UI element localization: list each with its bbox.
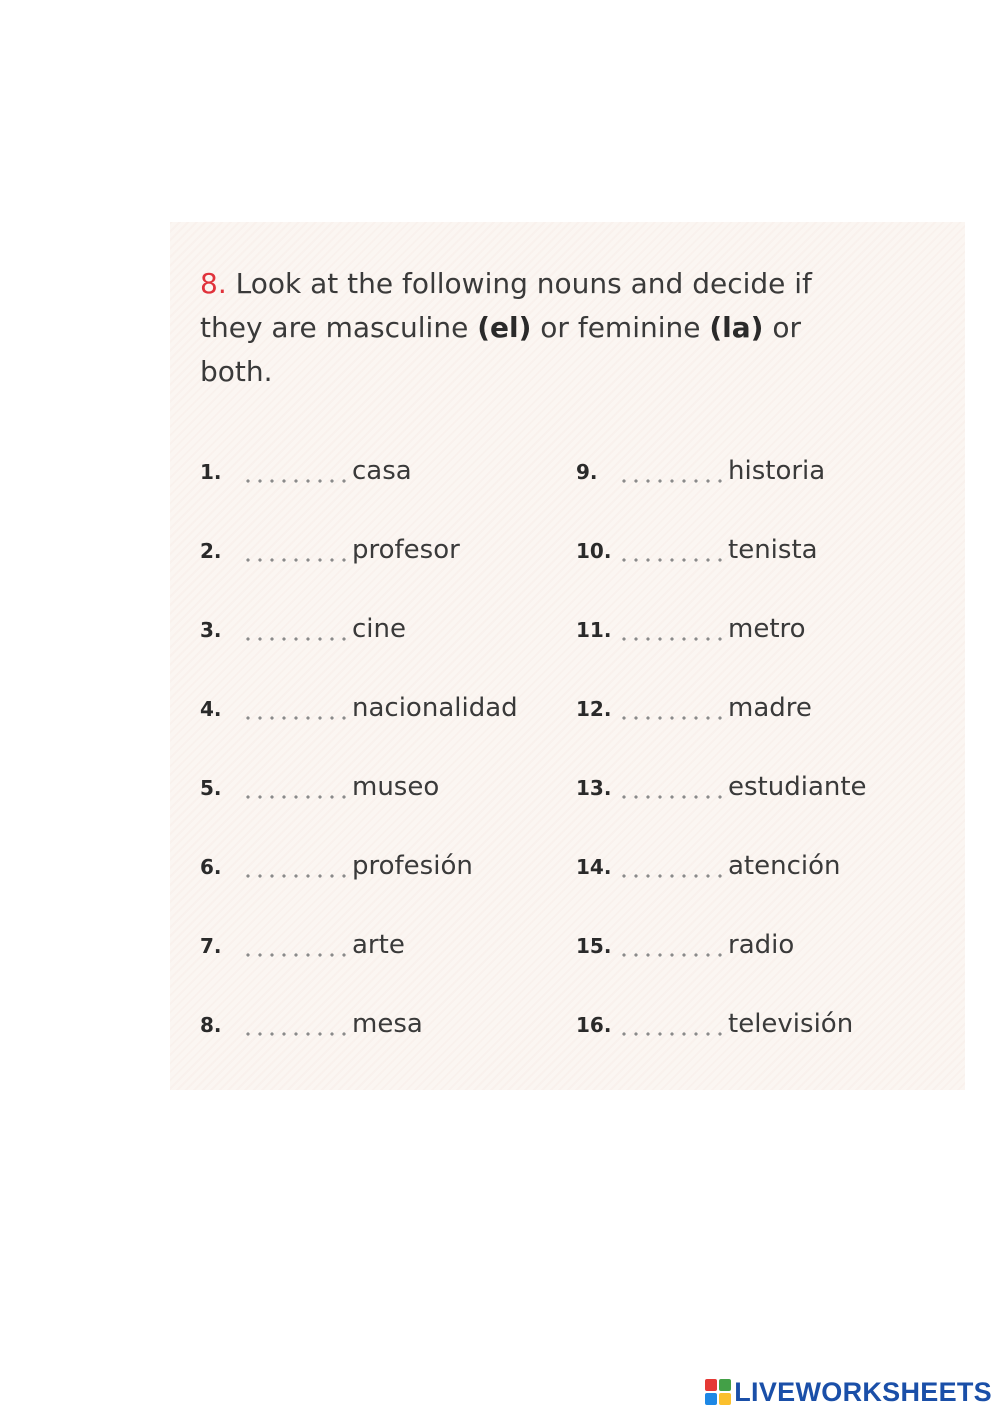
noun-word: tenista: [728, 535, 818, 565]
answer-blank[interactable]: [618, 479, 726, 483]
item-number: 6.: [200, 855, 222, 879]
answer-blank[interactable]: [618, 716, 726, 720]
item-number: 13.: [576, 776, 612, 800]
item-number: 15.: [576, 934, 612, 958]
item-number: 5.: [200, 776, 222, 800]
answer-blank[interactable]: [618, 874, 726, 878]
item-number: 7.: [200, 934, 222, 958]
answer-blank[interactable]: [242, 1032, 350, 1036]
answer-blank[interactable]: [618, 795, 726, 799]
instruction-text-b: or feminine: [531, 311, 710, 344]
answer-blank[interactable]: [242, 716, 350, 720]
item-number: 4.: [200, 697, 222, 721]
answer-blank[interactable]: [242, 953, 350, 957]
noun-item-4: [200, 690, 518, 726]
noun-item-12: [576, 690, 812, 726]
noun-word: nacionalidad: [352, 693, 518, 723]
answer-blank[interactable]: [242, 637, 350, 641]
liveworksheets-logo-icon: [705, 1379, 731, 1405]
answer-blank[interactable]: [242, 874, 350, 878]
item-number: 12.: [576, 697, 612, 721]
answer-blank[interactable]: [242, 479, 350, 483]
liveworksheets-footer: [705, 1374, 992, 1410]
noun-word: casa: [352, 456, 412, 486]
exercise-instruction: [200, 262, 880, 394]
noun-word: madre: [728, 693, 812, 723]
noun-word: profesión: [352, 851, 473, 881]
noun-word: atención: [728, 851, 841, 881]
noun-item-11: [576, 611, 806, 647]
noun-item-2: [200, 532, 460, 568]
item-number: 8.: [200, 1013, 222, 1037]
logo-square-green: [719, 1379, 731, 1391]
noun-item-8: [200, 1006, 423, 1042]
noun-item-3: [200, 611, 406, 647]
logo-square-blue: [705, 1393, 717, 1405]
answer-blank[interactable]: [618, 953, 726, 957]
noun-item-10: [576, 532, 818, 568]
item-number: 3.: [200, 618, 222, 642]
answer-blank[interactable]: [242, 558, 350, 562]
noun-word: arte: [352, 930, 405, 960]
noun-word: cine: [352, 614, 406, 644]
noun-item-7: [200, 927, 405, 963]
noun-item-14: [576, 848, 841, 884]
feminine-article: (la): [709, 311, 764, 344]
noun-word: metro: [728, 614, 806, 644]
noun-item-6: [200, 848, 473, 884]
logo-square-red: [705, 1379, 717, 1391]
noun-item-1: [200, 453, 412, 489]
noun-word: historia: [728, 456, 826, 486]
noun-item-5: [200, 769, 439, 805]
answer-blank[interactable]: [618, 558, 726, 562]
noun-item-9: [576, 453, 825, 489]
noun-word: radio: [728, 930, 795, 960]
answer-blank[interactable]: [618, 1032, 726, 1036]
item-number: 14.: [576, 855, 612, 879]
noun-item-16: [576, 1006, 853, 1042]
noun-word: profesor: [352, 535, 460, 565]
noun-word: mesa: [352, 1009, 423, 1039]
item-number: 9.: [576, 460, 598, 484]
exercise-number: 8.: [200, 267, 227, 300]
noun-word: estudiante: [728, 772, 867, 802]
item-number: 2.: [200, 539, 222, 563]
item-number: 1.: [200, 460, 222, 484]
item-number: 11.: [576, 618, 612, 642]
item-number: 10.: [576, 539, 612, 563]
noun-item-13: [576, 769, 867, 805]
item-number: 16.: [576, 1013, 612, 1037]
answer-blank[interactable]: [242, 795, 350, 799]
answer-blank[interactable]: [618, 637, 726, 641]
instruction-text-c: or both.: [200, 311, 802, 388]
masculine-article: (el): [477, 311, 532, 344]
liveworksheets-brand: LIVEWORKSHEETS: [734, 1376, 992, 1407]
noun-word: televisión: [728, 1009, 854, 1039]
logo-square-yellow: [719, 1393, 731, 1405]
instruction-text-a: Look at the following nouns and decide if they are masculine: [200, 267, 812, 344]
noun-item-15: [576, 927, 794, 963]
noun-word: museo: [352, 772, 440, 802]
